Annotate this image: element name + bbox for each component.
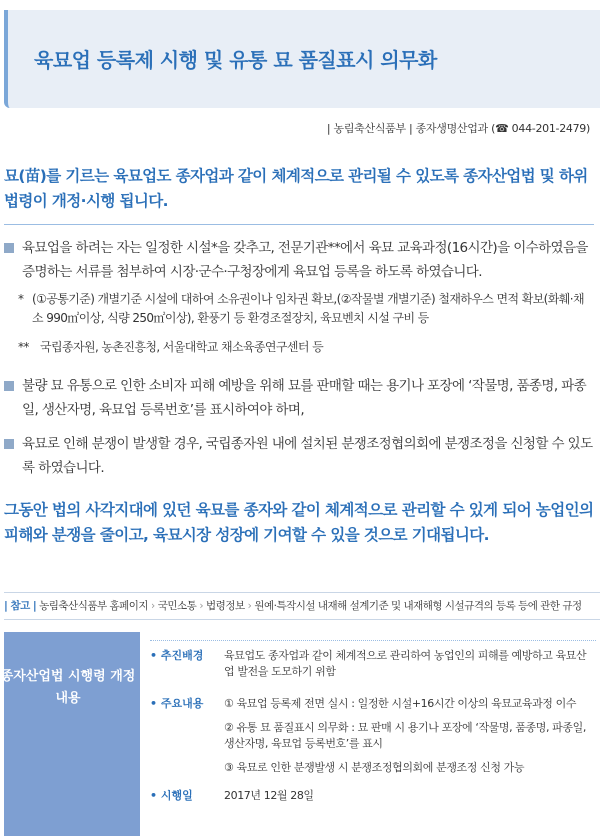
breadcrumb-item[interactable]: 원예·특작시설 내재해 설계기준 및 내재해형 시설규격의 등록 등에 관한 규정 (254, 600, 582, 612)
detail-item: ③ 육묘로 인한 분쟁발생 시 분쟁조정협의회에 분쟁조정 신청 가능 (224, 761, 525, 774)
bullet-square-icon (4, 439, 14, 449)
detail-text: 육묘업도 종자업과 같이 체계적으로 관리하여 농업인의 피해를 예방하고 육묘산업 발전을 도모하기 위함 (224, 649, 587, 678)
bullet-text: 육묘업을 하려는 자는 일정한 시설*을 갖추고, 전문기관**에서 육묘 교육과정(16시간)을 이수하였음을 증명하는 서류를 첨부하여 시장·군수·구청장에게 육묘업 등록을 하도록 하였습니다. (22, 240, 588, 280)
detail-label: • 시행일 (150, 789, 193, 802)
bullet-item (4, 374, 594, 422)
breadcrumb-item[interactable]: 국민소통 (157, 600, 197, 612)
chevron-right-icon: › (151, 600, 155, 612)
breadcrumb-item[interactable]: 법령정보 (206, 600, 245, 612)
bullet-text: 불량 묘 유통으로 인한 소비자 피해 예방을 위해 묘를 판매할 때는 용기나 포장에 ‘작물명, 품종명, 파종일, 생산자명, 육묘업 등록번호’를 표시하여야 하며, (22, 378, 587, 418)
footnote-text: (①공통기준) 개별기준 시설에 대하여 소유권이나 임차권 확보,(②작물별 개별기준) 철재하우스 면적 확보(화훼·채소 990㎡이상, 식량 250㎡이상), 환풍기 등 환경조절장치, 육묘벤치 시설 구비 등 (32, 292, 584, 325)
conclusion-paragraph: 그동안 법의 사각지대에 있던 육묘를 종자와 같이 체계적으로 관리할 수 있게 되어 농업인의 피해와 분쟁을 줄이고, 육묘시장 성장에 기여할 수 있을 것으로 기대됩니다. (4, 501, 594, 544)
reference-breadcrumb (4, 592, 600, 620)
detail-text: 2017년 12월 28일 (224, 789, 314, 802)
detail-items (224, 696, 596, 784)
chevron-right-icon: › (247, 600, 252, 612)
title-bar (4, 10, 600, 108)
chevron-right-icon: › (199, 600, 204, 612)
bullet-item (4, 236, 594, 284)
detail-label: • 주요내용 (150, 697, 204, 710)
panel-title: 종자산업법 시행령 개정 내용 (0, 669, 136, 706)
lead-paragraph: 묘(苗)를 기르는 육묘업도 종자업과 같이 체계적으로 관리될 수 있도록 종자산업법 및 하위 법령이 개정·시행 됩니다. (4, 167, 588, 210)
detail-item: ② 유통 묘 품질표시 의무화 : 묘 판매 시 용기나 포장에 ‘작물명, 품종명, 파종일, 생산자명, 육묘업 등록번호’를 표시 (224, 721, 586, 750)
footnote-text: 국립종자원, 농촌진흥청, 서울대학교 채소육종연구센터 등 (40, 340, 324, 354)
detail-label: • 추진배경 (150, 649, 204, 662)
source-line: | 농림축산식품부 | 종자생명산업과 (☎ 044-201-2479) (326, 122, 590, 135)
divider (4, 224, 594, 225)
footnote-mark: ** (18, 340, 29, 354)
footnote (18, 290, 588, 328)
page-title: 육묘업 등록제 시행 및 유통 묘 품질표시 의무화 (34, 48, 437, 72)
side-panel (4, 632, 140, 836)
bullet-text: 육묘로 인해 분쟁이 발생할 경우, 국립종자원 내에 설치된 분쟁조정협의회에 분쟁조정을 신청할 수 있도록 하였습니다. (22, 436, 593, 476)
bullet-square-icon (4, 243, 14, 253)
bullet-square-icon (4, 381, 14, 391)
breadcrumb-item[interactable]: 농림축산식품부 홈페이지 (39, 600, 149, 612)
divider (150, 640, 596, 641)
reference-label: | 참고 | (4, 600, 37, 612)
footnote (18, 338, 588, 357)
footnote-mark: * (18, 292, 24, 306)
bullet-item (4, 432, 594, 480)
detail-item: ① 육묘업 등록제 전면 실시 : 일정한 시설+16시간 이상의 육묘교육과정 이수 (224, 697, 577, 710)
